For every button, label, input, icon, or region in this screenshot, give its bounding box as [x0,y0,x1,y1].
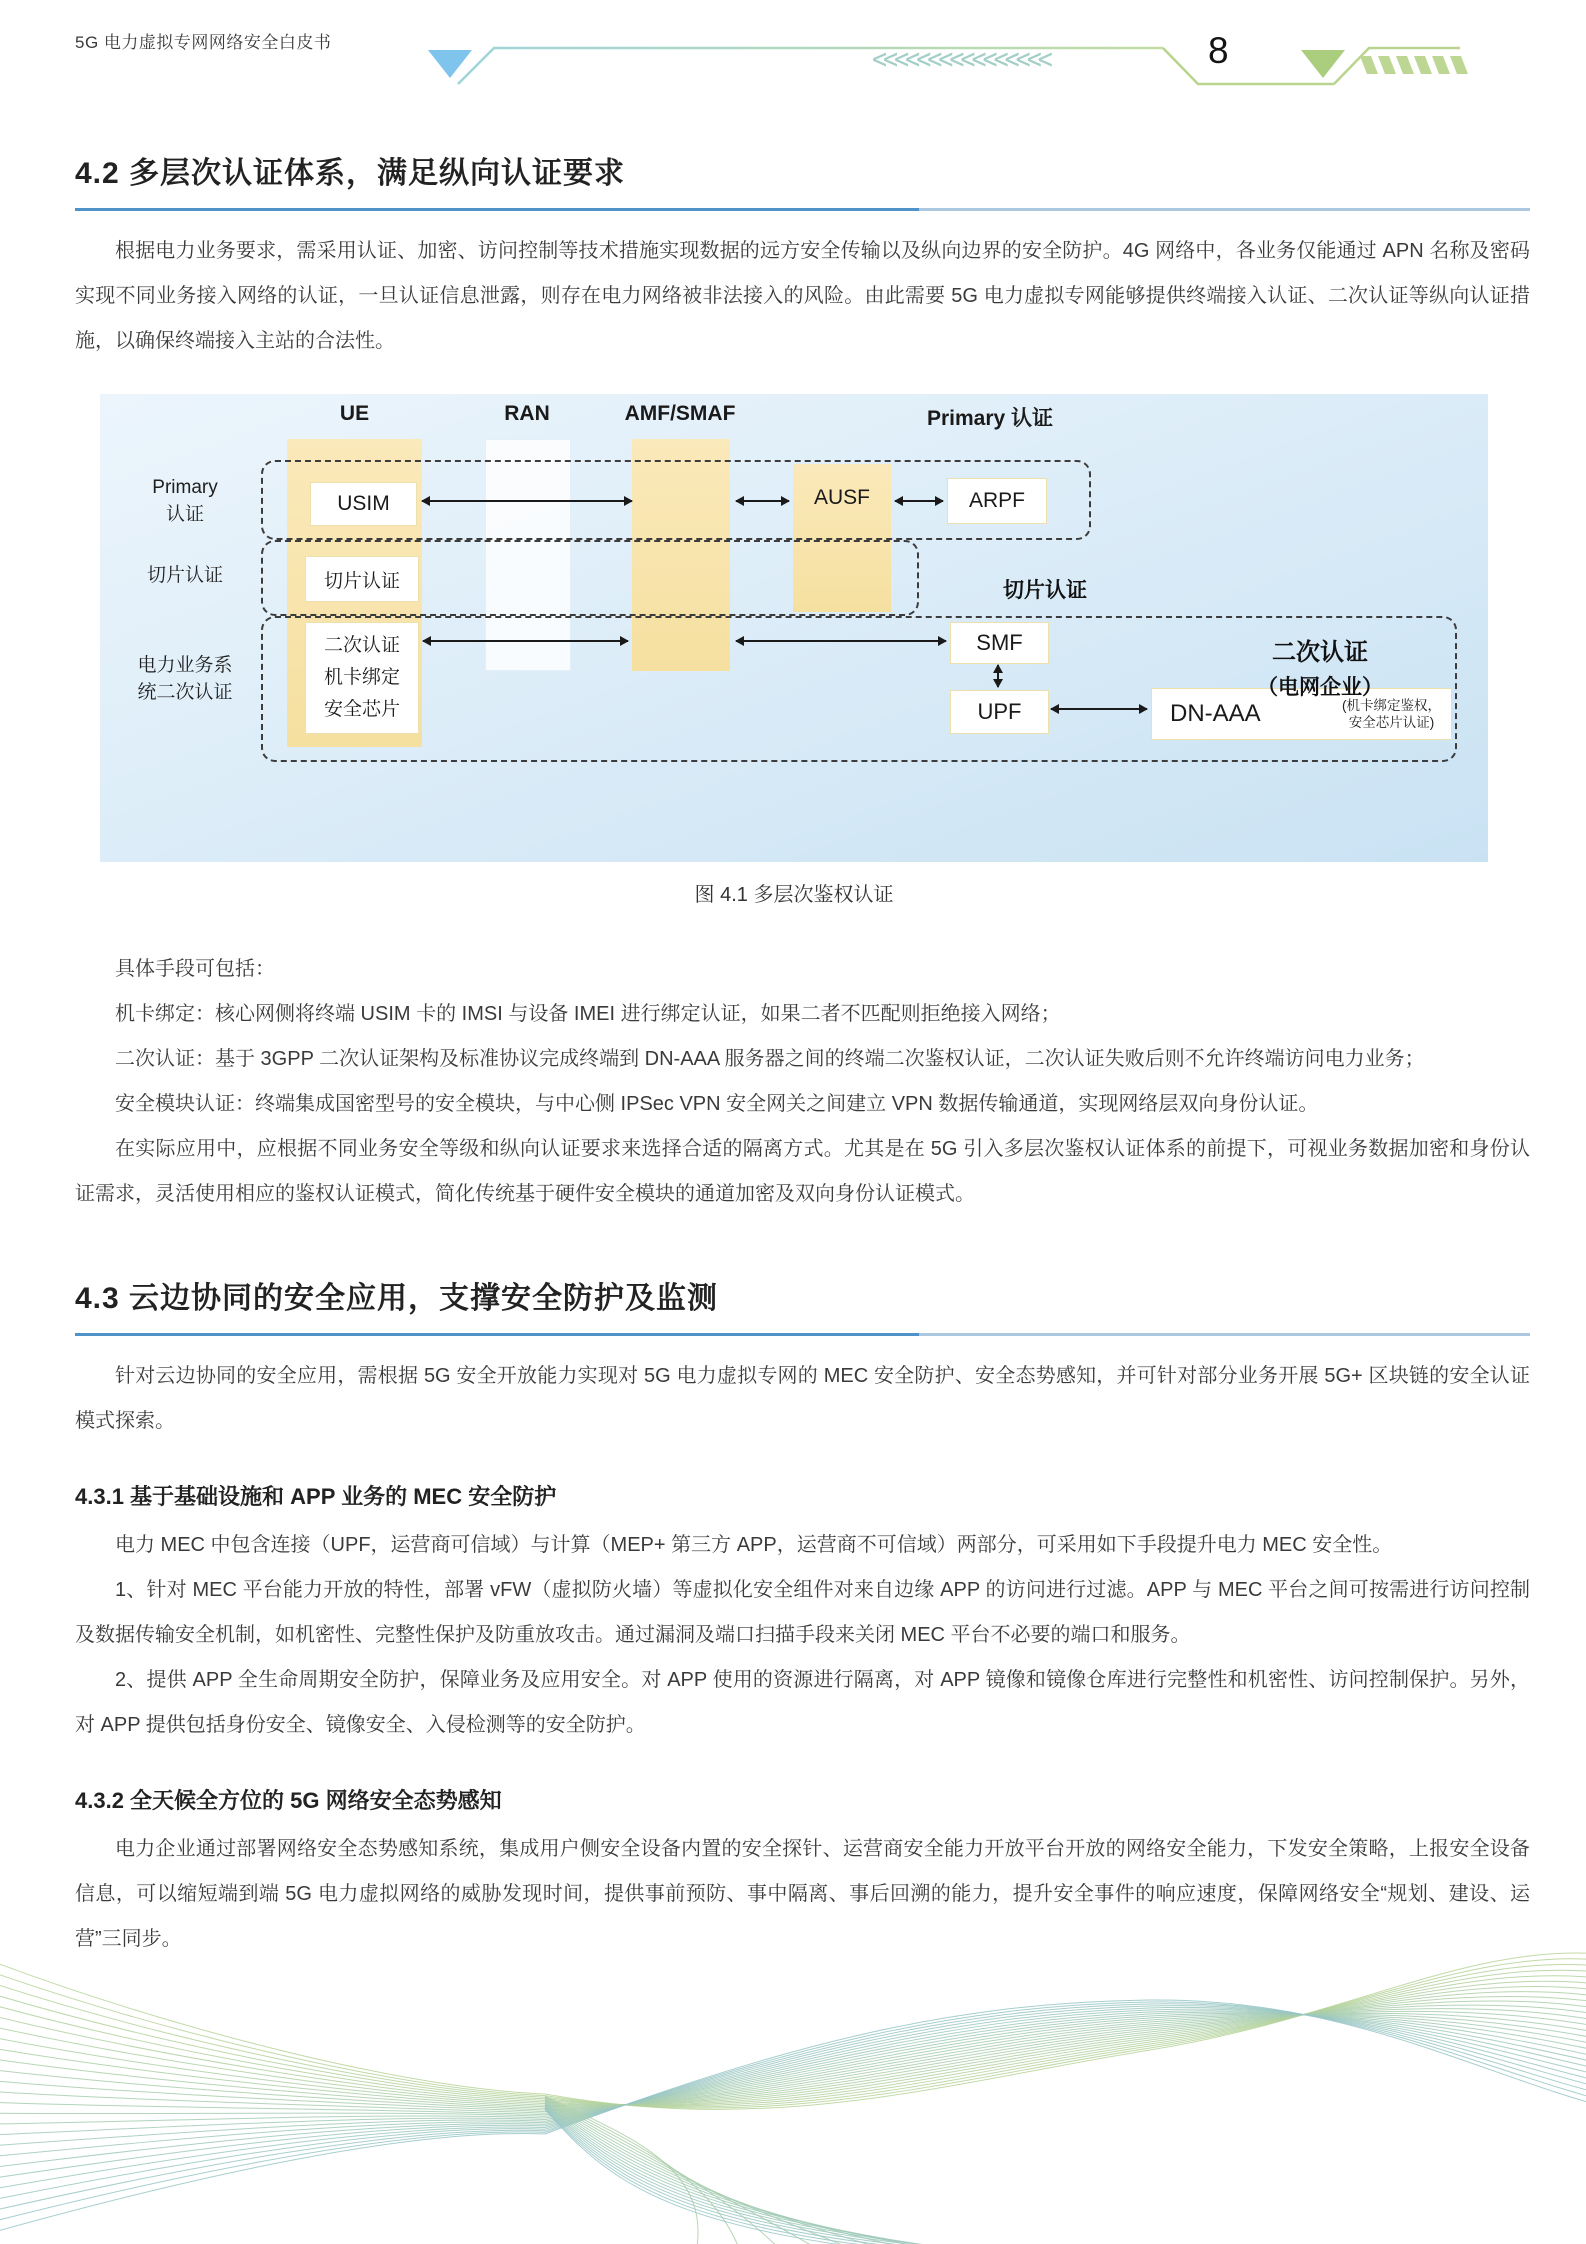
row-label-line: 认证 [165,504,204,525]
blue-triangle-icon [428,50,472,78]
node-slice-auth: 切片认证 [305,556,419,602]
column-header-primary-auth: Primary 认证 [926,407,1054,430]
row-label-slice-auth: 切片认证 [146,565,223,586]
label-line: 二次认证 [1272,639,1368,666]
node-arpf: ARPF [947,478,1047,524]
node-usim: USIM [310,482,417,526]
header-decoration [0,0,1586,110]
paragraph: 安全模块认证：终端集成国密型号的安全模块，与中心侧 IPSec VPN 安全网关之间建立 VPN 数据传输通道，实现网络层双向身份认证。 [115,1093,1319,1115]
page-header [0,0,1586,110]
row-label-secondary-auth [110,652,260,706]
node-secondary-auth-chip [305,622,419,734]
arrow-ausf-arpf [895,500,943,502]
section-4-3-rule [75,1333,1530,1336]
section-4-2-rule [75,208,1530,211]
arrow-usim-amf [422,500,632,502]
label-slice-auth-right: 切片认证 [1003,579,1087,602]
green-dashes-icon [1360,56,1468,74]
node-line: 机卡绑定 [323,667,400,688]
paragraph: 具体手段可包括： [115,958,275,980]
paragraph: 二次认证：基于 3GPP 二次认证架构及标准协议完成终端到 DN-AAA 服务器之间的终端二次鉴权认证，二次认证失败后则不允许终端访问电力业务； [115,1048,1425,1070]
column-header-amf-smaf: AMF/SMAF [624,402,736,425]
paragraph: 电力 MEC 中包含连接（UPF，运营商可信域）与计算（MEP+ 第三方 APP，运营商不可信域）两部分，可采用如下手段提升电力 MEC 安全性。 [115,1534,1393,1556]
node-smf: SMF [950,622,1049,664]
document-title: 5G 电力虚拟专网网络安全白皮书 [75,33,332,52]
paragraph: 1、针对 MEC 平台能力开放的特性，部署 vFW（虚拟防火墙）等虚拟化安全组件对来自边缘 APP 的访问进行过滤。APP 与 MEC 平台之间可按需进行访问控制及数据传输安全机制，如机密性、完整性保护及防重放攻击。通过漏洞及端口扫描手段来关闭 MEC 平台不必要的端口和服务。 [75,1579,1530,1646]
figure-panel [100,394,1488,862]
dn-aaa-label: DN-AAA [1170,700,1261,727]
arrow-amf-ausf [736,500,789,502]
section-4-2-heading: 4.2 多层次认证体系，满足纵向认证要求 [75,157,626,190]
label-secondary-auth-right [1200,632,1440,701]
node-line: 安全芯片 [323,699,400,720]
node-upf: UPF [950,690,1049,734]
green-triangle-icon [1301,50,1345,78]
section-4-3-2-heading: 4.3.2 全天候全方位的 5G 网络安全态势感知 [75,1788,502,1813]
figure-caption: 图 4.1 多层次鉴权认证 [694,884,894,906]
section-4-3-1-heading: 4.3.1 基于基础设施和 APP 业务的 MEC 安全防护 [75,1484,557,1509]
dn-aaa-note-line: 安全芯片认证) [1348,715,1435,730]
node-line: 二次认证 [323,635,400,656]
node-ausf: AUSF [813,486,870,509]
row-label-line: 电力业务系 [137,655,233,676]
section-4-2-details [75,947,1530,1217]
row-label-line: 统二次认证 [137,682,233,703]
header-line-top [458,48,1163,84]
arrow-amf-smf [736,640,946,642]
figure-4-1 [100,394,1488,907]
column-header-ue: UE [339,402,370,425]
label-line: （电网企业） [1257,676,1383,699]
paragraph: 2、提供 APP 全生命周期安全防护，保障业务及应用安全。对 APP 使用的资源进行隔离，对 APP 镜像和镜像仓库进行完整性和机密性、访问控制保护。另外，对 APP 提供包括身份安全、镜像安全、入侵检测等的安全防护。 [75,1669,1530,1736]
chevron-decoration: <<<<<<<<<<<<<<<< [872,41,1049,76]
row-label-line: Primary [152,477,218,498]
column-header-ran: RAN [504,402,550,425]
section-4-3-heading: 4.3 云边协同的安全应用，支撑安全防护及监测 [75,1282,719,1315]
arrow-upf-dnaaa [1051,708,1147,710]
arrow-smf-upf [997,665,999,687]
paragraph: 针对云边协同的安全应用，需根据 5G 安全开放能力实现对 5G 电力虚拟专网的 MEC 安全防护、安全态势感知，并可针对部分业务开展 5G+ 区块链的安全认证模式探索。 [75,1365,1530,1432]
page-number: 8 [1208,30,1229,71]
paragraph: 在实际应用中，应根据不同业务安全等级和纵向认证要求来选择合适的隔离方式。尤其是在 5G 引入多层次鉴权认证体系的前提下，可视业务数据加密和身份认证需求，灵活使用相应的鉴权认证模式，简化传统基于硬件安全模块的通道加密及双向身份认证模式。 [75,1138,1530,1205]
arrow-secondary-amf [423,640,628,642]
dn-aaa-note-line: (机卡绑定鉴权， [1342,698,1441,713]
dn-aaa-note [1342,697,1441,731]
row-label-primary-auth [120,474,250,528]
paragraph: 机卡绑定：核心网侧将终端 USIM 卡的 IMSI 与设备 IMEI 进行绑定认证，如果二者不匹配则拒绝接入网络； [115,1003,1061,1025]
paragraph: 电力企业通过部署网络安全态势感知系统，集成用户侧安全设备内置的安全探针、运营商安全能力开放平台开放的网络安全能力，下发安全策略，上报安全设备信息，可以缩短端到端 5G 电力虚拟网络的威胁发现时间，提供事前预防、事中隔离、事后回溯的能力，提升安全事件的响应速度，保障网络安全“规划、建设、运营”三同步。 [75,1838,1530,1950]
paragraph: 根据电力业务要求，需采用认证、加密、访问控制等技术措施实现数据的远方安全传输以及纵向边界的安全防护。4G 网络中，各业务仅能通过 APN 名称及密码实现不同业务接入网络的认证，一旦认证信息泄露，则存在电力网络被非法接入的风险。由此需要 5G 电力虚拟专网能够提供终端接入认证、二次认证等纵向认证措施，以确保终端接入主站的合法性。 [75,240,1530,352]
